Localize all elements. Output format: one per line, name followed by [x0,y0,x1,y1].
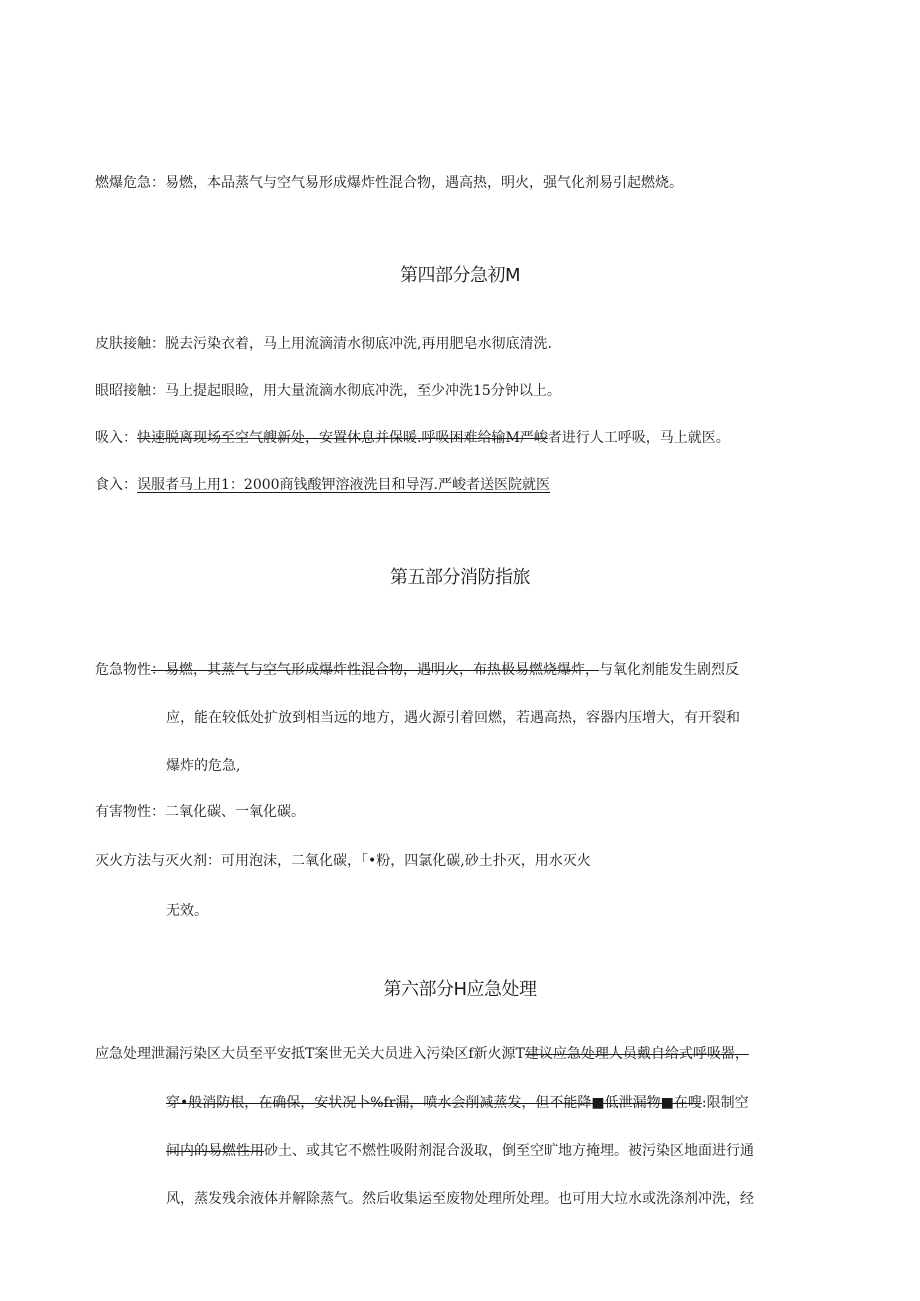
hazard-struck-text: ：易燃，其蒸气与空气形成爆炸性混合物，遇明火，布热极易燃烧爆炸， [151,662,599,678]
eye-contact-text: 眼昭接触：马上提起眼睑，用大量流滴水彻底冲洗，至少冲洗15分钟以上。 [95,383,561,399]
emergency-line-2-struck: 穿•般消防根，在确保，安状况卜%fr漏，喷水会削减蒸发，但不能降■低泄漏物■在嗖 [166,1095,702,1111]
emergency-line-3-struck: 间内的易燃性用 [166,1143,264,1159]
ingestion-label: 食入： [95,477,137,493]
ingestion-text: 误服者马上用1：2000商钱酸钾溶液洗目和导泻.严峻者送医院就医 [137,477,550,493]
combustion-products-text: 有害物性：二氧化碳、一氧化碳。 [95,804,305,820]
fire-hazard-text: 燃爆危急：易燃，本品蒸气与空气易形成爆炸性混合物，遇高热，明火，强气化剂易引起燃烧。 [95,175,683,191]
inhalation-text: 者进行人工呼吸，马上就医。 [547,430,730,446]
hazard-text: 与氧化剂能发生剧烈反 [599,662,739,678]
emergency-line-3-text: 砂土、或其它不燃性吸附剂混合汲取，倒至空旷地方掩埋。被污染区地面进行通 [264,1143,754,1159]
emergency-line-1-struck: 建议应急处理人员戴自给式呼吸器， [524,1046,749,1062]
extinguishing-line-1: 灭火方法与灭火剂：可用泡沫，二氧化碳，「•粉，四氯化碳,砂土扑灭，用水灭火 [95,853,591,869]
emergency-line-2-text: :限制空 [701,1095,749,1111]
hazard-line-3: 爆炸的危急, [166,758,241,774]
emergency-line-4: 风，蒸发残余液体并解除蒸气。然后收集运至废物处理所处理。也可用大垃水或洗涤剂冲洗，经 [166,1191,754,1207]
hazard-paragraph [95,660,739,680]
hazard-line-2: 应，能在较低处扩放到相当远的地方，遇火源引着回燃，若遇高热，容器内压增大，有开裂和 [166,710,740,726]
extinguishing-line-2: 无效。 [166,903,208,919]
section-5-title: 第五部分消防指旅 [390,567,530,588]
inhalation-struck-text: 快速脱离现场至空气艘新处，安置休息并保暖.呼吸困难给输M严峻 [137,430,548,446]
inhalation-paragraph [95,428,730,448]
inhalation-label: 吸入： [95,430,137,446]
ingestion-paragraph [95,475,550,495]
skin-contact-text: 皮肤接触：脱去污染衣着，马上用流滴清水彻底冲洗,再用肥皂水彻底清洗. [95,336,552,352]
section-6-title: 第六部分H应急处理 [383,979,537,1000]
emergency-line-1-text: 应急处理泄漏污染区大员至平安抵T案世无关大员进入污染区f新火源T [95,1046,525,1062]
emergency-line-2 [166,1093,749,1113]
section-4-title: 第四部分急初M [399,265,521,286]
emergency-line-3 [166,1141,754,1161]
emergency-line-1 [95,1044,749,1064]
hazard-label: 危急物性 [95,662,151,678]
